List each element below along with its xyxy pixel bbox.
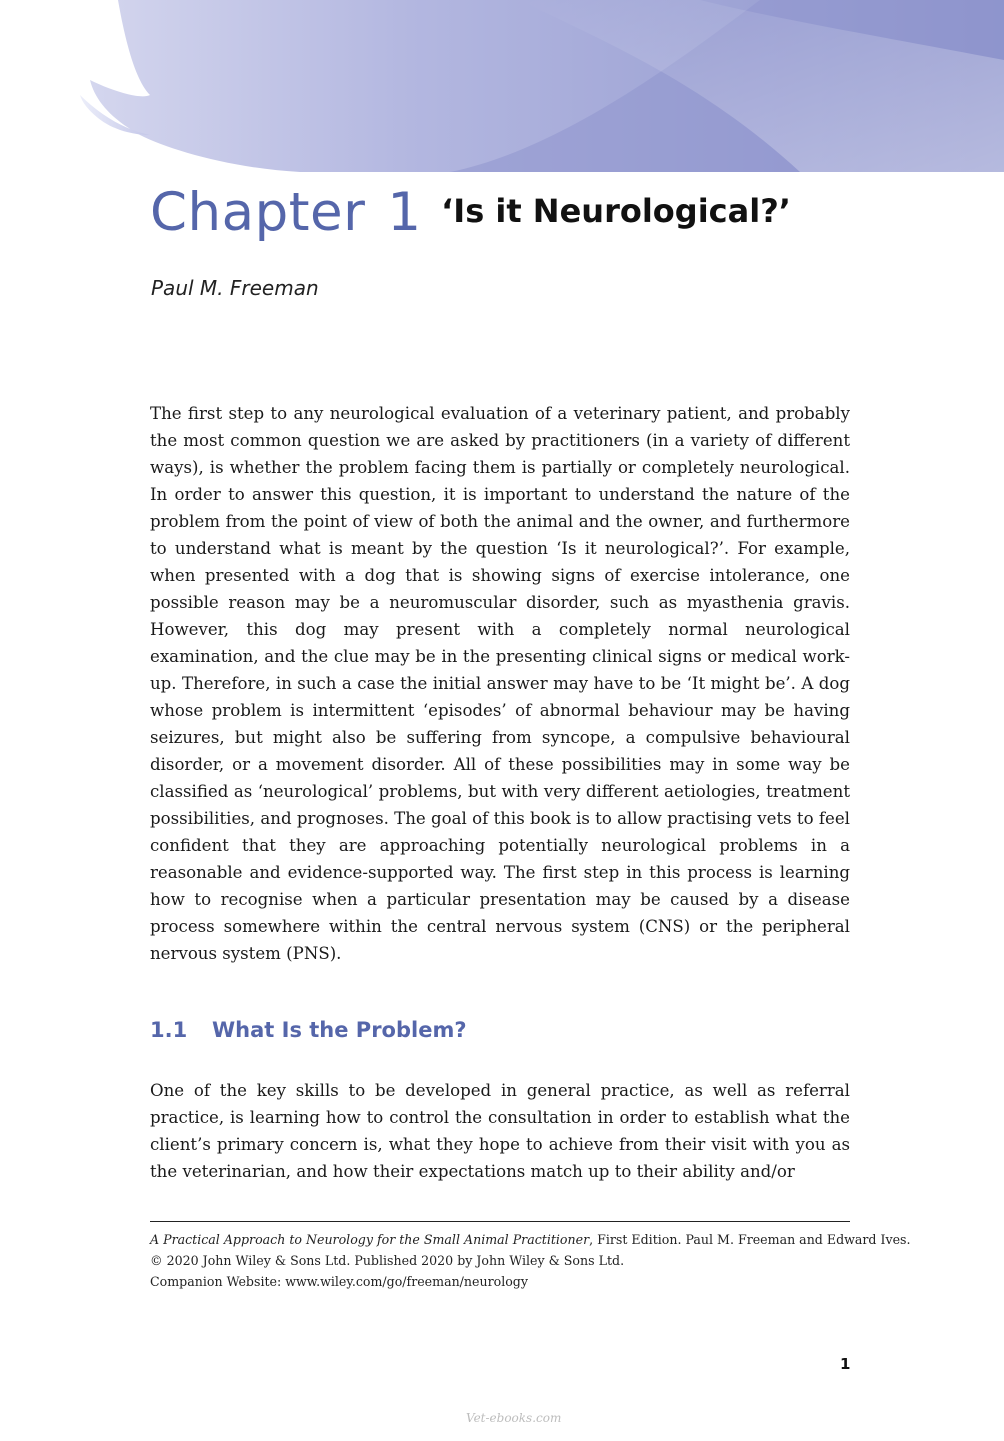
footnote-divider: [150, 1221, 850, 1222]
watermark: Vet-ebooks.com: [466, 1411, 562, 1425]
chapter-number: 1: [387, 182, 422, 243]
chapter-heading: [150, 182, 791, 243]
footnote-book-title: A Practical Approach to Neurology for the Small Animal Practitioner: [150, 1232, 590, 1247]
footnote-copyright: © 2020 John Wiley & Sons Ltd. Published 2020 by John Wiley & Sons Ltd.: [150, 1253, 625, 1268]
section-paragraph: One of the key skills to be developed in general practice, as well as referral practice, is learning how to control the consultation in order to establish what the client’s primary concern is, what they hope to achieve from their visit with you as the veterinarian, and how their expectations match up to their ability and/or: [150, 1081, 850, 1181]
section-number: 1.1: [150, 1018, 188, 1042]
chapter-banner: [0, 0, 1004, 175]
chapter-title: ‘Is it Neurological?’: [441, 192, 791, 230]
footnote-citation: [150, 1230, 911, 1250]
chapter-label: Chapter: [150, 182, 366, 243]
section-title: What Is the Problem?: [212, 1018, 467, 1042]
footnote-edition-authors: , First Edition. Paul M. Freeman and Edward Ives.: [589, 1232, 911, 1247]
author-name: Paul M. Freeman: [151, 276, 319, 300]
footnote-companion-website: Companion Website: www.wiley.com/go/freeman/neurology: [150, 1274, 528, 1289]
intro-paragraph: The first step to any neurological evaluation of a veterinary patient, and probably the most common question we are asked by practitioners (in a variety of different ways), is whether the problem facing them is partially or completely neurological. In order to answer this question, it is important to understand the nature of the problem from the point of view of both the animal and the owner, and furthermore to understand what is meant by the question ‘Is it neurological?’. For example, when presented with a dog that is showing signs of exercise intolerance, one possible reason may be a neuromuscular disorder, such as myasthenia gravis. However, this dog may present with a completely normal neurological examination, and the clue may be in the presenting clinical signs or medical work-up. Therefore, in such a case the initial answer may have to be ‘It might be’. A dog whose problem is intermittent ‘episodes’ of abnormal behaviour may be having seizures, but might also be suffering from syncope, a compulsive behavioural disorder, or a movement disorder. All of these possibilities may in some way be classified as ‘neurological’ problems, but with very different aetiologies, treatment possibilities, and prognoses. The goal of this book is to allow practising vets to feel confident that they are approaching potentially neurological problems in a reasonable and evidence-supported way. The first step in this process is learning how to recognise when a particular presentation may be caused by a disease process somewhere within the central nervous system (CNS) or the peripheral nervous system (PNS).: [150, 404, 850, 963]
page-number: 1: [840, 1355, 851, 1373]
section-heading: [150, 1018, 467, 1042]
